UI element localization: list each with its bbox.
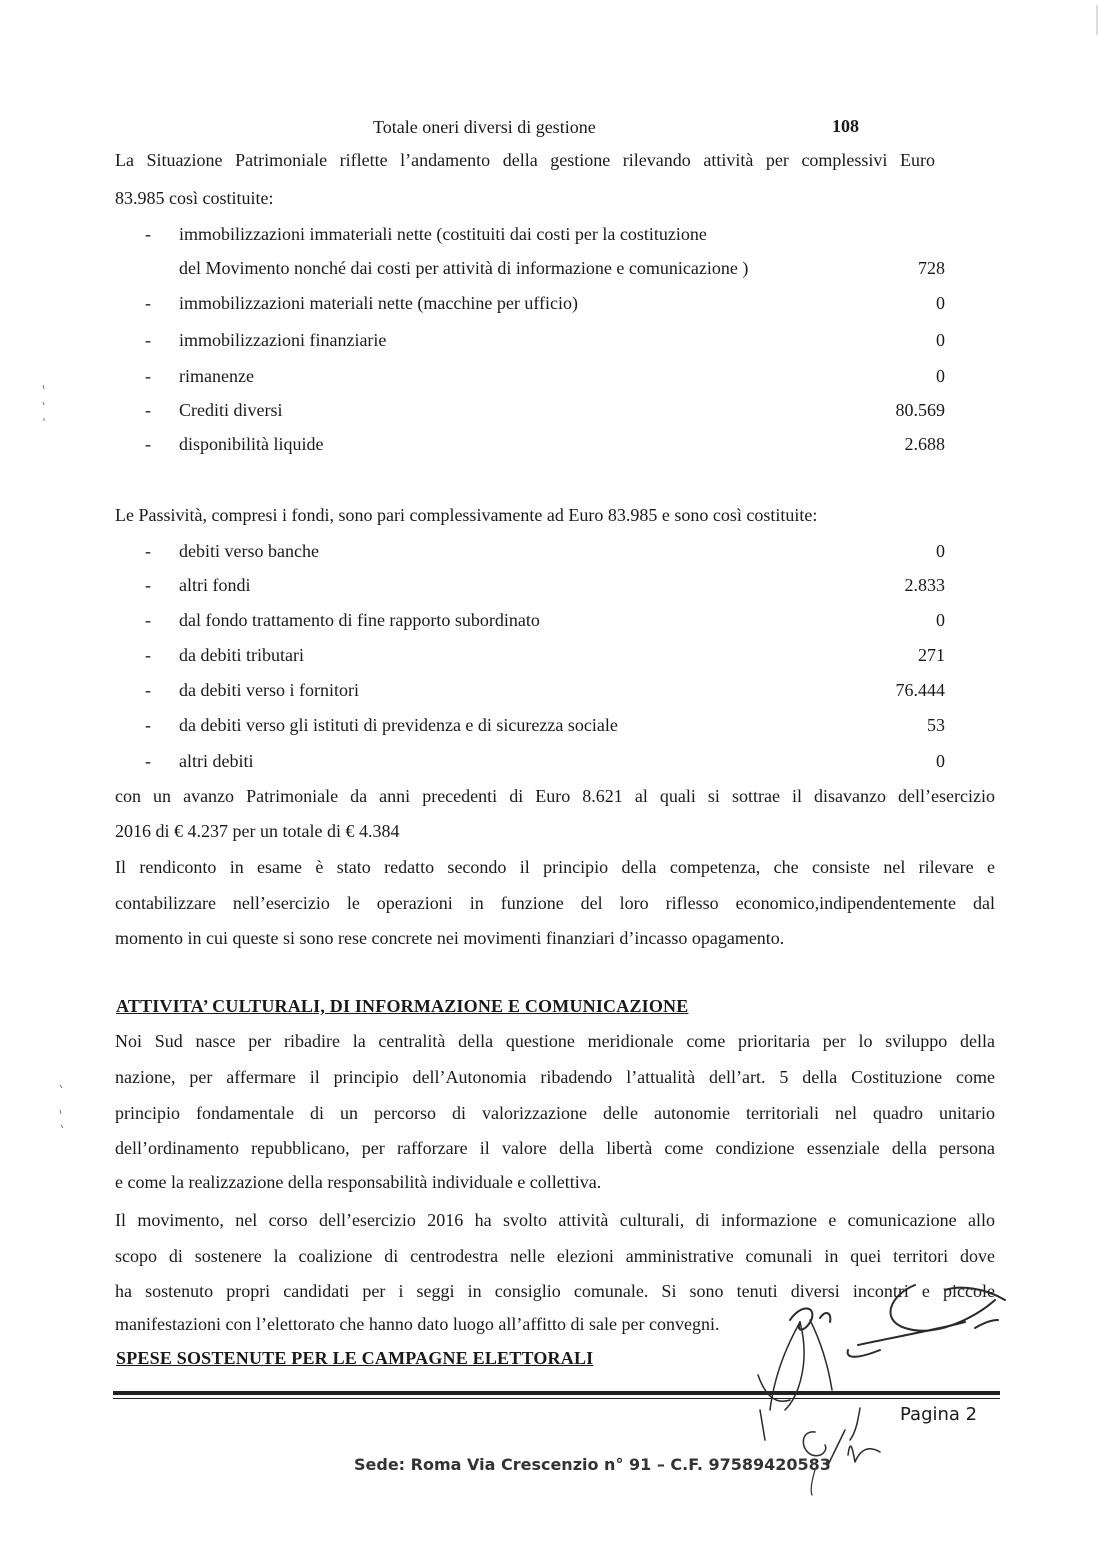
list-dash: - xyxy=(145,434,151,454)
list-dash: - xyxy=(145,400,151,420)
list-dash: - xyxy=(145,715,151,735)
total-label: Totale oneri diversi di gestione xyxy=(373,117,596,137)
total-value: 108 xyxy=(832,116,859,136)
asset-item-label: disponibilità liquide xyxy=(179,434,324,454)
liability-item-value: 0 xyxy=(936,610,945,630)
cultural-p1-line3: principio fondamentale di un percorso di valorizzazione delle autonomie territoriali nel quadro unitario xyxy=(115,1103,995,1123)
rendiconto-line1: Il rendiconto in esame è stato redatto secondo il principio della competenza, che consiste nel rilevare e xyxy=(115,857,995,877)
liability-item-label: debiti verso banche xyxy=(179,541,319,561)
list-dash: - xyxy=(145,366,151,386)
liability-item-value: 2.833 xyxy=(904,575,945,595)
list-dash: - xyxy=(145,541,151,561)
list-dash: - xyxy=(145,610,151,630)
asset-item-label: immobilizzazioni immateriali nette (costituiti dai costi per la costituzione xyxy=(179,224,707,244)
liability-item-label: da debiti tributari xyxy=(179,645,304,665)
page-number: Pagina 2 xyxy=(900,1404,978,1425)
cultural-p1-line2: nazione, per affermare il principio dell’Autonomia ribadendo l’attualità dell’art. 5 della Costituzione come xyxy=(115,1067,995,1087)
cultural-p2-line1: Il movimento, nel corso dell’esercizio 2016 ha svolto attività culturali, di informazione e comunicazione allo xyxy=(115,1210,995,1230)
cultural-p2-line2: scopo di sostenere la coalizione di centrodestra nelle elezioni amministrative comunali in quei territori dove xyxy=(115,1246,995,1266)
assets-intro-line1: La Situazione Patrimoniale riflette l’andamento della gestione rilevando attività per complessivi Euro xyxy=(115,150,935,170)
assets-intro-line2: 83.985 così costituite: xyxy=(115,188,274,208)
liability-item-value: 0 xyxy=(936,541,945,561)
asset-item-value: 0 xyxy=(936,366,945,386)
liability-item-label: da debiti verso i fornitori xyxy=(179,680,359,700)
list-dash: - xyxy=(145,751,151,771)
liability-item-value: 76.444 xyxy=(895,680,945,700)
footer-address: Sede: Roma Via Crescenzio n° 91 – C.F. 97589420583 xyxy=(354,1455,831,1474)
liability-item-label: dal fondo trattamento di fine rapporto subordinato xyxy=(179,610,540,630)
asset-item-label: rimanenze xyxy=(179,366,254,386)
asset-item-value: 0 xyxy=(936,330,945,350)
asset-item-value: 728 xyxy=(918,258,945,278)
list-dash: - xyxy=(145,575,151,595)
list-dash: - xyxy=(145,680,151,700)
asset-item-label: del Movimento nonché dai costi per attività di informazione e comunicazione ) xyxy=(179,258,749,278)
liabilities-summary-line2: 2016 di € 4.237 per un totale di € 4.384 xyxy=(115,821,400,841)
liabilities-summary-line1: con un avanzo Patrimoniale da anni precedenti di Euro 8.621 al quali si sottrae il disavanzo dell’esercizio xyxy=(115,786,995,806)
asset-item-label: immobilizzazioni finanziarie xyxy=(179,330,387,350)
cultural-p1-line4: dell’ordinamento repubblicano, per rafforzare il valore della libertà come condizione essenziale della persona xyxy=(115,1138,995,1158)
liabilities-intro: Le Passività, compresi i fondi, sono pari complessivamente ad Euro 83.985 e sono così costituite: xyxy=(115,505,818,525)
cultural-p1-line5: e come la realizzazione della responsabilità individuale e collettiva. xyxy=(115,1172,602,1192)
liability-item-label: da debiti verso gli istituti di previdenza e di sicurezza sociale xyxy=(179,715,618,735)
campaign-heading: SPESE SOSTENUTE PER LE CAMPAGNE ELETTORALI xyxy=(116,1348,594,1368)
asset-item-value: 0 xyxy=(936,293,945,313)
list-dash: - xyxy=(145,293,151,313)
asset-item-label: immobilizzazioni materiali nette (macchine per ufficio) xyxy=(179,293,578,313)
rendiconto-line3: momento in cui queste si sono rese concrete nei movimenti finanziari d’incasso opagamento. xyxy=(115,928,785,948)
rendiconto-line2: contabilizzare nell’esercizio le operazioni in funzione del loro riflesso economico,indipendentemente dal xyxy=(115,893,995,913)
liability-item-value: 0 xyxy=(936,751,945,771)
cultural-p1-line1: Noi Sud nasce per ribadire la centralità della questione meridionale come prioritaria per lo sviluppo della xyxy=(115,1031,995,1051)
liability-item-label: altri fondi xyxy=(179,575,251,595)
asset-item-label: Crediti diversi xyxy=(179,400,283,420)
list-dash: - xyxy=(145,645,151,665)
liability-item-label: altri debiti xyxy=(179,751,254,771)
asset-item-value: 80.569 xyxy=(895,400,945,420)
asset-item-value: 2.688 xyxy=(904,434,945,454)
cultural-p2-line4: manifestazioni con l’elettorato che hanno dato luogo all’affitto di sale per convegni. xyxy=(115,1314,720,1334)
list-dash: - xyxy=(145,224,151,244)
liability-item-value: 53 xyxy=(927,715,945,735)
cultural-heading: ATTIVITA’ CULTURALI, DI INFORMAZIONE E COMUNICAZIONE xyxy=(116,996,689,1016)
cultural-p2-line3: ha sostenuto propri candidati per i seggi in consiglio comunale. Si sono tenuti diversi incontri e piccole xyxy=(115,1281,995,1301)
list-dash: - xyxy=(145,330,151,350)
liability-item-value: 271 xyxy=(918,645,945,665)
